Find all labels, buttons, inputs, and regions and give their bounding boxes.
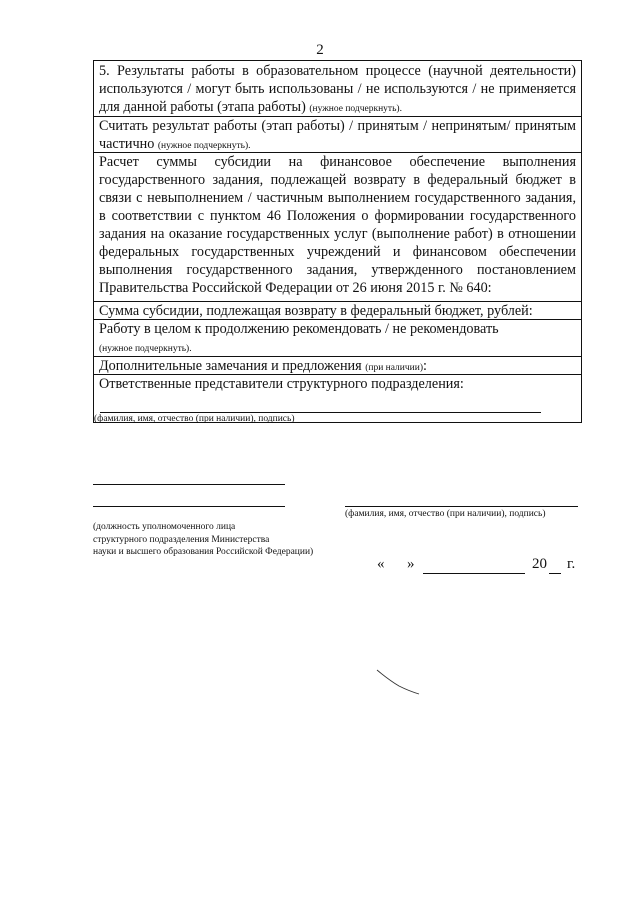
remarks-note: (при наличии) xyxy=(365,363,423,373)
date-close-quote: » xyxy=(407,556,415,572)
subsidy-calculation-text: Расчет суммы субсидии на финансовое обеспечение выполнения государственного задания, подлежащей возврату в федеральный бюджет в связи с невыполнением / частичным выполнением государственного задания, в соответствии с пунктом 46 Положения о формировании государственного задания на оказание государственных услуг (выполнение работ) в отношении федеральных государственных учреждений и финансовом обеспечении выполнения государственного задания, утвержденного постановлением Правительства Российской Федерации от 26 июня 2015 г. № 640: xyxy=(99,154,576,296)
date-year-suffix: г. xyxy=(567,556,576,572)
accept-result-text: Считать результат работы (этап работы) / принятым / непринятым/ принятым частично xyxy=(99,118,576,152)
representatives-row xyxy=(94,375,581,422)
representatives-signature-line xyxy=(100,412,541,413)
page-number: 2 xyxy=(316,42,324,58)
position-caption-line: (должность уполномоченного лица xyxy=(93,522,236,532)
pen-stroke-mark xyxy=(375,668,425,698)
name-signature-caption: (фамилия, имя, отчество (при наличии), подпись) xyxy=(345,509,546,519)
date-year-prefix: 20 xyxy=(532,556,547,572)
results-usage-row xyxy=(94,61,581,117)
accept-result-note: (нужное подчеркнуть). xyxy=(157,141,251,151)
subsidy-sum-row xyxy=(94,302,581,320)
remarks-colon: : xyxy=(423,358,427,374)
results-usage-note: (нужное подчеркнуть). xyxy=(309,104,402,114)
position-caption-line: структурного подразделения Министерства xyxy=(93,534,270,545)
representatives-text: Ответственные представители структурного подразделения: xyxy=(99,376,464,392)
recommendation-text: Работу в целом к продолжению рекомендовать / не рекомендовать xyxy=(99,321,499,337)
position-caption xyxy=(93,521,313,559)
recommendation-row xyxy=(94,320,581,357)
date-month-line xyxy=(423,573,525,574)
subsidy-sum-text: Сумма субсидии, подлежащая возврату в федеральный бюджет, рублей: xyxy=(99,303,533,319)
accept-result-row xyxy=(94,117,581,153)
position-line-2 xyxy=(93,506,285,507)
remarks-row xyxy=(94,357,581,375)
date-open-quote: « xyxy=(377,556,385,572)
recommendation-note: (нужное подчеркнуть). xyxy=(99,344,192,354)
date-year-line xyxy=(549,573,561,574)
position-line-1 xyxy=(93,484,285,485)
subsidy-calculation-row xyxy=(94,153,581,302)
name-signature-line xyxy=(345,506,578,507)
position-caption-line: науки и высшего образования Российской Федерации) xyxy=(93,547,314,557)
remarks-text: Дополнительные замечания и предложения xyxy=(99,358,362,374)
representatives-caption: (фамилия, имя, отчество (при наличии), подпись) xyxy=(94,414,295,424)
results-usage-text: 5. Результаты работы в образовательном процессе (научной деятельности) используются / могут быть использованы / не используются / не применяется для данной работы (этапа работы) xyxy=(99,63,576,115)
review-form-table xyxy=(93,60,582,423)
